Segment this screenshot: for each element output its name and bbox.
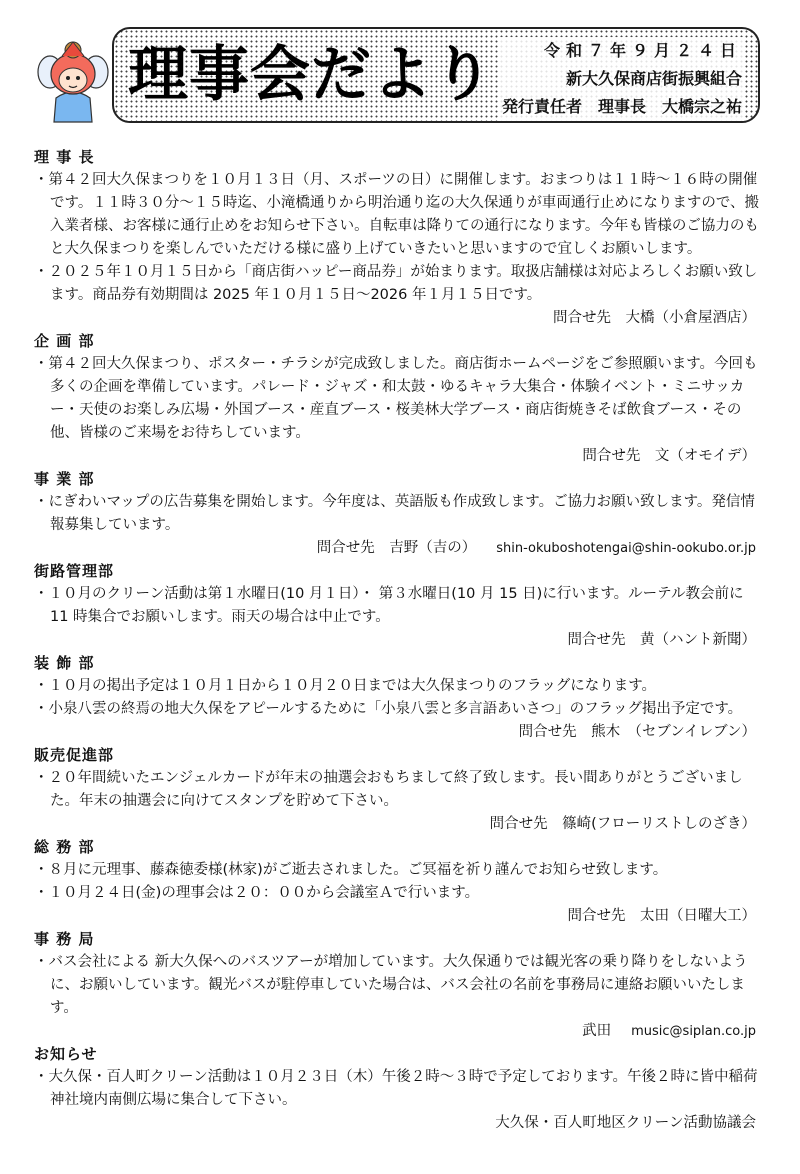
section-chairman — [34, 146, 760, 330]
section-item: ・２０２５年１０月１５日から「商店街ハッピー商品券」が始まります。取扱店舗様は対応よろしくお願い致します。商品券有効期間は 2025 年１０月１５日〜2026 年１月１５日です。 — [34, 264, 758, 303]
section-decoration — [34, 652, 760, 744]
newsletter-body — [34, 146, 760, 1135]
newsletter-title: 理事会だより — [128, 40, 494, 110]
section-item: ・１０月２４日(金)の理事会は２０：００から会議室Ａで行います。 — [34, 885, 480, 901]
section-business — [34, 468, 760, 560]
section-item: ・小泉八雲の終焉の地大久保をアピールするために「小泉八雲と多言語あいさつ」のフラッグ掲出予定です。 — [34, 701, 743, 717]
header-info — [500, 37, 744, 121]
section-item: ・１０月の掲出予定は１０月１日から１０月２０日までは大久保まつりのフラッグになります。 — [34, 678, 657, 694]
section-sales-promotion — [34, 744, 760, 836]
section-contact: 問合せ先 太田（日曜大工） — [567, 908, 756, 924]
section-contact: 問合せ先 熊木 （セブンイレブン） — [518, 724, 756, 740]
section-contact: 問合せ先 文（オモイデ） — [582, 448, 756, 464]
section-item: ・２０年間続いたエンジェルカードが年末の抽選会おもちまして終了致します。長い間ありがとうございました。年末の抽選会に向けてスタンプを貯めて下さい。 — [34, 770, 743, 809]
section-contact: 問合せ先 黄（ハント新聞） — [567, 632, 756, 648]
section-street-management — [34, 560, 760, 652]
section-heading: 装 飾 部 — [34, 654, 95, 672]
section-notice — [34, 1043, 760, 1135]
section-heading: お知らせ — [34, 1045, 98, 1063]
contact-email[interactable]: music@siplan.co.jp — [631, 1024, 756, 1039]
section-item: ・第４２回大久保まつり、ポスター・チラシが完成致しました。商店街ホームページをご参照願います。今回も多くの企画を準備しています。パレード・ジャズ・和太鼓・ゆるキャラ大集合・体験イベント・ミニサッカー・天使のお楽しみ広場・外国ブース・産直ブース・桜美林大学ブース・商店街焼きそば飲食ブース・その他、皆様のご来場をお待ちしています。 — [34, 356, 758, 441]
section-heading: 総 務 部 — [34, 838, 95, 856]
section-contact: 問合せ先 大橋（小倉屋酒店） — [553, 310, 756, 326]
section-contact: 武田 music@siplan.co.jp — [582, 1023, 756, 1039]
section-item: ・大久保・百人町クリーン活動は１０月２３日（木）午後２時〜３時で予定しております。午後２時に皆中稲荷神社境内南側広場に集合して下さい。 — [34, 1069, 758, 1108]
organization-name: 新大久保商店街振興組合 — [500, 65, 744, 93]
section-heading: 理 事 長 — [34, 148, 95, 166]
publisher-line: 発行責任者 理事長 大橋宗之祐 — [500, 93, 744, 121]
section-heading: 事 務 局 — [34, 930, 95, 948]
section-item: ・にぎわいマップの広告募集を開始します。今年度は、英語版も作成致します。ご協力お願い致します。発信情報募集しています。 — [34, 494, 755, 533]
section-contact: 大久保・百人町地区クリーン活動協議会 — [495, 1115, 756, 1131]
section-contact: 問合せ先 吉野（吉の） shin-okuboshotengai@shin-ookubo.or.jp — [316, 540, 756, 556]
section-item: ・第４２回大久保まつりを１０月１３日（月、スポーツの日）に開催します。おまつりは１１時〜１６時の開催です。１１時３０分〜１５時迄、小滝橋通りから明治通り迄の大久保通りが車両通行止めになりますので、搬入業者様、お客様に通行止めをお知らせ下さい。自転車は降りての通行になります。今年も皆様のご協力のもと大久保まつりを楽しんでいただける様に盛り上げていきたいと思いますので宜しくお願いします。 — [34, 172, 760, 257]
section-item: ・１０月のクリーン活動は第１水曜日(10 月１日）・ 第３水曜日(10 月 15 日)に行います。ルーテル教会前に 11 時集合でお願いします。雨天の場合は中止です。 — [34, 586, 744, 625]
mascot-illustration — [32, 36, 114, 126]
contact-email[interactable]: shin-okuboshotengai@shin-ookubo.or.jp — [496, 541, 756, 556]
section-heading: 事 業 部 — [34, 470, 95, 488]
issue-date: 令和７年９月２４日 — [500, 37, 744, 65]
section-item: ・８月に元理事、藤森徳委様(林家)がご逝去されました。ご冥福を祈り謹んでお知らせ致します。 — [34, 862, 668, 878]
section-heading: 街路管理部 — [34, 562, 115, 580]
section-heading: 企 画 部 — [34, 332, 95, 350]
section-general-affairs — [34, 836, 760, 928]
section-contact: 問合せ先 篠崎(フローリストしのざき） — [489, 816, 756, 832]
section-planning — [34, 330, 760, 468]
section-secretariat — [34, 928, 760, 1043]
section-heading: 販売促進部 — [34, 746, 115, 764]
section-item: ・バス会社による 新大久保へのバスツアーが増加しています。大久保通りでは観光客の乗り降りをしないように、お願いしています。観光バスが駐停車していた場合は、バス会社の名前を事務局に連絡お願いいたします。 — [34, 954, 748, 1016]
newsletter-header — [112, 27, 760, 123]
